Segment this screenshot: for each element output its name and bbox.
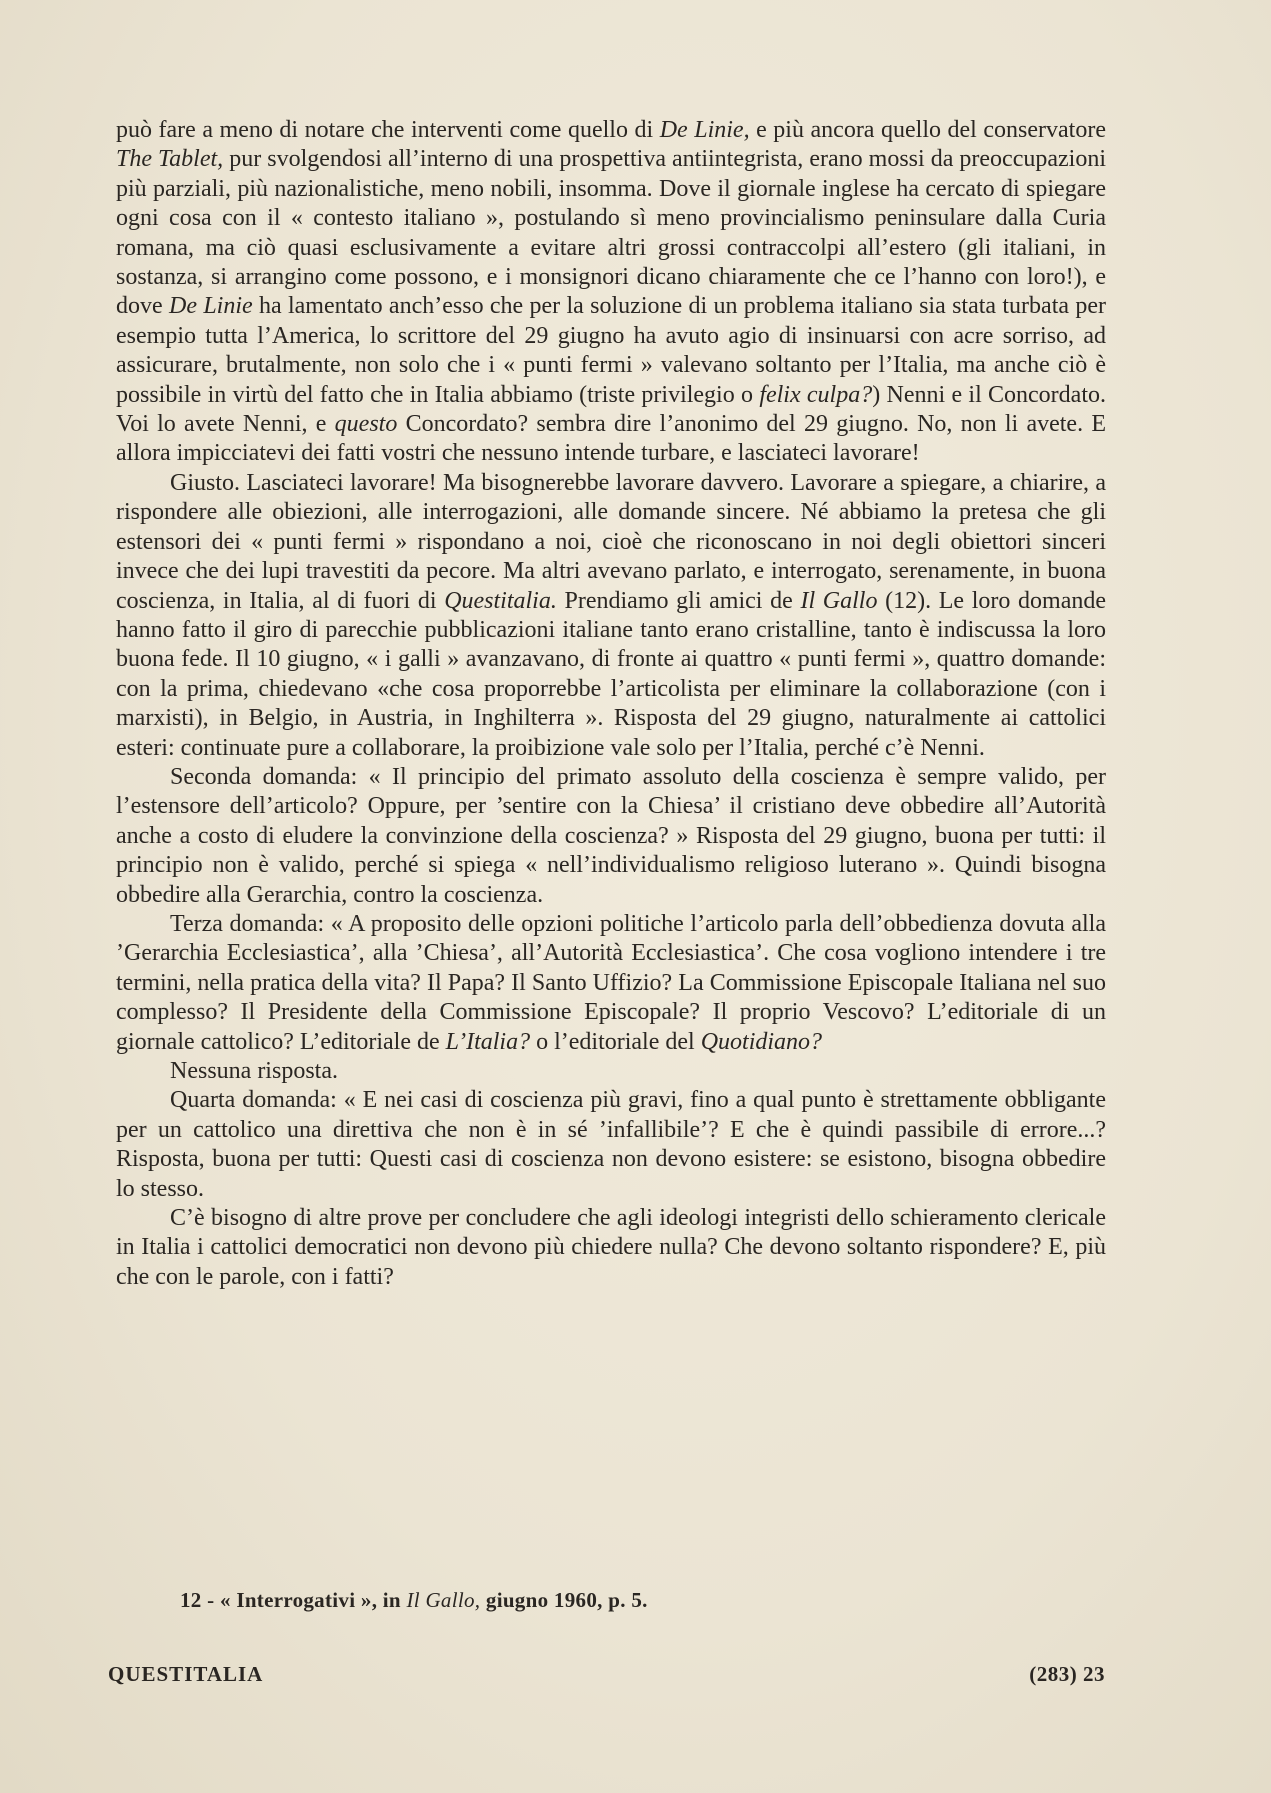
page-number: (283) 23 [1029,1662,1105,1686]
italic-phrase: L’Italia? [445,1028,531,1055]
footnote-source-title: Il Gallo, [406,1588,481,1612]
text-run: può fare a meno di notare che interventi come quello di [116,117,660,143]
paragraph [116,1204,1106,1292]
italic-phrase: questo [334,411,398,438]
paragraph [116,910,1106,1057]
text-run: pur svolgendosi all’interno di una prospettiva antiintegrista, erano mossi da preoccupazioni più parziali, più nazionalistiche, meno nobili, insomma. Dove il giornale inglese ha cercato di spiegare ogni cosa con il « contesto italiano », postulando sì meno provincialismo peninsulare dalla Curia romana, ma ciò quasi esclusivamente a evitare altri grossi contraccolpi all’estero (gli italiani, in sostanza, si arrangino come possono, e i monsignori dicano chiaramente che ce l’hanno con loro!), e dove [116,146,1106,320]
italic-phrase: Il Gallo [800,587,878,614]
footnote [180,1588,1060,1613]
text-run: Terza domanda: « A proposito delle opzioni politiche l’articolo parla dell’obbedienza dovuta alla ’Gerarchia Ecclesiastica’, alla ’Chiesa’, all’Autorità Ecclesiastica’. Che cosa vogliono intendere i tre termini, nella pratica della vita? Il Papa? Il Santo Uffizio? La Commissione Episcopale Italiana nel suo complesso? Il Presidente della Commissione Episcopale? Il proprio Vescovo? L’editoriale di un giornale cattolico? L’editoriale de [116,910,1106,1055]
italic-phrase: De Linie [169,293,253,320]
paragraph [116,1057,1106,1086]
footnote-text-before: - « Interrogativi », in [201,1588,407,1612]
footnote-number: 12 [180,1588,202,1612]
footnote-text-after: giugno 1960, p. 5. [480,1588,648,1612]
italic-phrase: De Linie, [659,117,750,143]
text-run: Giusto. Lasciateci lavorare! Ma bisognerebbe lavorare davvero. Lavorare a spiegare, a chiarire, a rispondere alle obiezioni, alle interrogazioni, alle domande sincere. Né abbiamo la pretesa che gli estensori dei « punti fermi » rispondano a noi, cioè che riconoscano in noi degli obiettori sinceri invece che dei lupi travestiti da pecore. Ma altri avevano parlato, e interrogato, serenamente, in buona coscienza, in Italia, al di fuori di [116,469,1106,614]
article-body [116,116,1106,1292]
text-run: ha lamentato anch’esso che per la soluzione di un problema italiano sia stata turbata per esempio tutta l’America, lo scrittore del 29 giugno ha avuto agio di insinuarsi con acre sorriso, ad assicurare, brutalmente, non solo che i « punti fermi » valevano soltanto per l’Italia, ma anche ciò è possibile in virtù del fatto che in Italia abbiamo (triste privilegio o [116,293,1107,408]
text-run: Nessuna risposta. [170,1058,338,1084]
text-run: Prendiamo gli amici de [556,587,801,614]
text-run: o l’editoriale del [530,1028,701,1055]
italic-phrase: The Tablet, [116,146,224,173]
paragraph [116,469,1106,763]
text-run: C’è bisogno di altre prove per concludere che agli ideologi integristi dello schieramento clericale in Italia i cattolici democratici non devono più chiedere nulla? Che devono soltanto rispondere? E, più che con le parole, con i fatti? [116,1205,1106,1290]
text-run: Concordato? sembra dire l’anonimo del 29 giugno. No, non li avete. E allora impicciatevi dei fatti vostri che nessuno intende turbare, e lasciateci lavorare! [116,411,1106,467]
text-run: Quarta domanda: « E nei casi di coscienza più gravi, fino a qual punto è strettamente obbligante per un cattolico una direttiva che non è in sé ’infallibile’? E che è quindi passibile di errore...? Risposta, buona per tutti: Questi casi di coscienza non devono esistere: se esistono, bisogna obbedire lo stesso. [116,1087,1106,1202]
running-footer-title: QUESTITALIA [108,1662,264,1686]
paragraph [116,763,1106,910]
italic-phrase: Quotidiano? [700,1028,823,1055]
text-run: ) Nenni e il Concordato. Voi lo avete Nenni, e [116,381,1106,438]
italic-phrase: felix culpa? [759,381,873,408]
text-run: e più ancora quello del conservatore [749,117,1106,143]
italic-phrase: Questitalia. [444,587,557,614]
paragraph [116,116,1106,469]
text-run: Seconda domanda: « Il principio del primato assoluto della coscienza è sempre valido, per l’estensore dell’articolo? Oppure, per ’sentire con la Chiesa’ il cristiano deve obbedire all’Autorità anche a costo di eludere la convinzione della coscienza? » Risposta del 29 giugno, buona per tutti: il principio non è valido, perché si spiega « nell’individualismo religioso luterano ». Quindi bisogna obbedire alla Gerarchia, contro la coscienza. [116,763,1106,908]
text-run: (12). Le loro domande hanno fatto il giro di parecchie pubblicazioni italiane tanto erano cristalline, tanto è indiscussa la loro buona fede. Il 10 giugno, « i galli » avanzavano, di fronte ai quattro « punti fermi », quattro domande: con la prima, chiedevano «che cosa proporrebbe l’articolista per eliminare la collaborazione (con i marxisti), in Belgio, in Austria, in Inghilterra ». Risposta del 29 giugno, naturalmente ai cattolici esteri: continuate pure a collaborare, la proibizione vale solo per l’Italia, perché c’è Nenni. [116,587,1107,761]
paragraph [116,1086,1106,1204]
